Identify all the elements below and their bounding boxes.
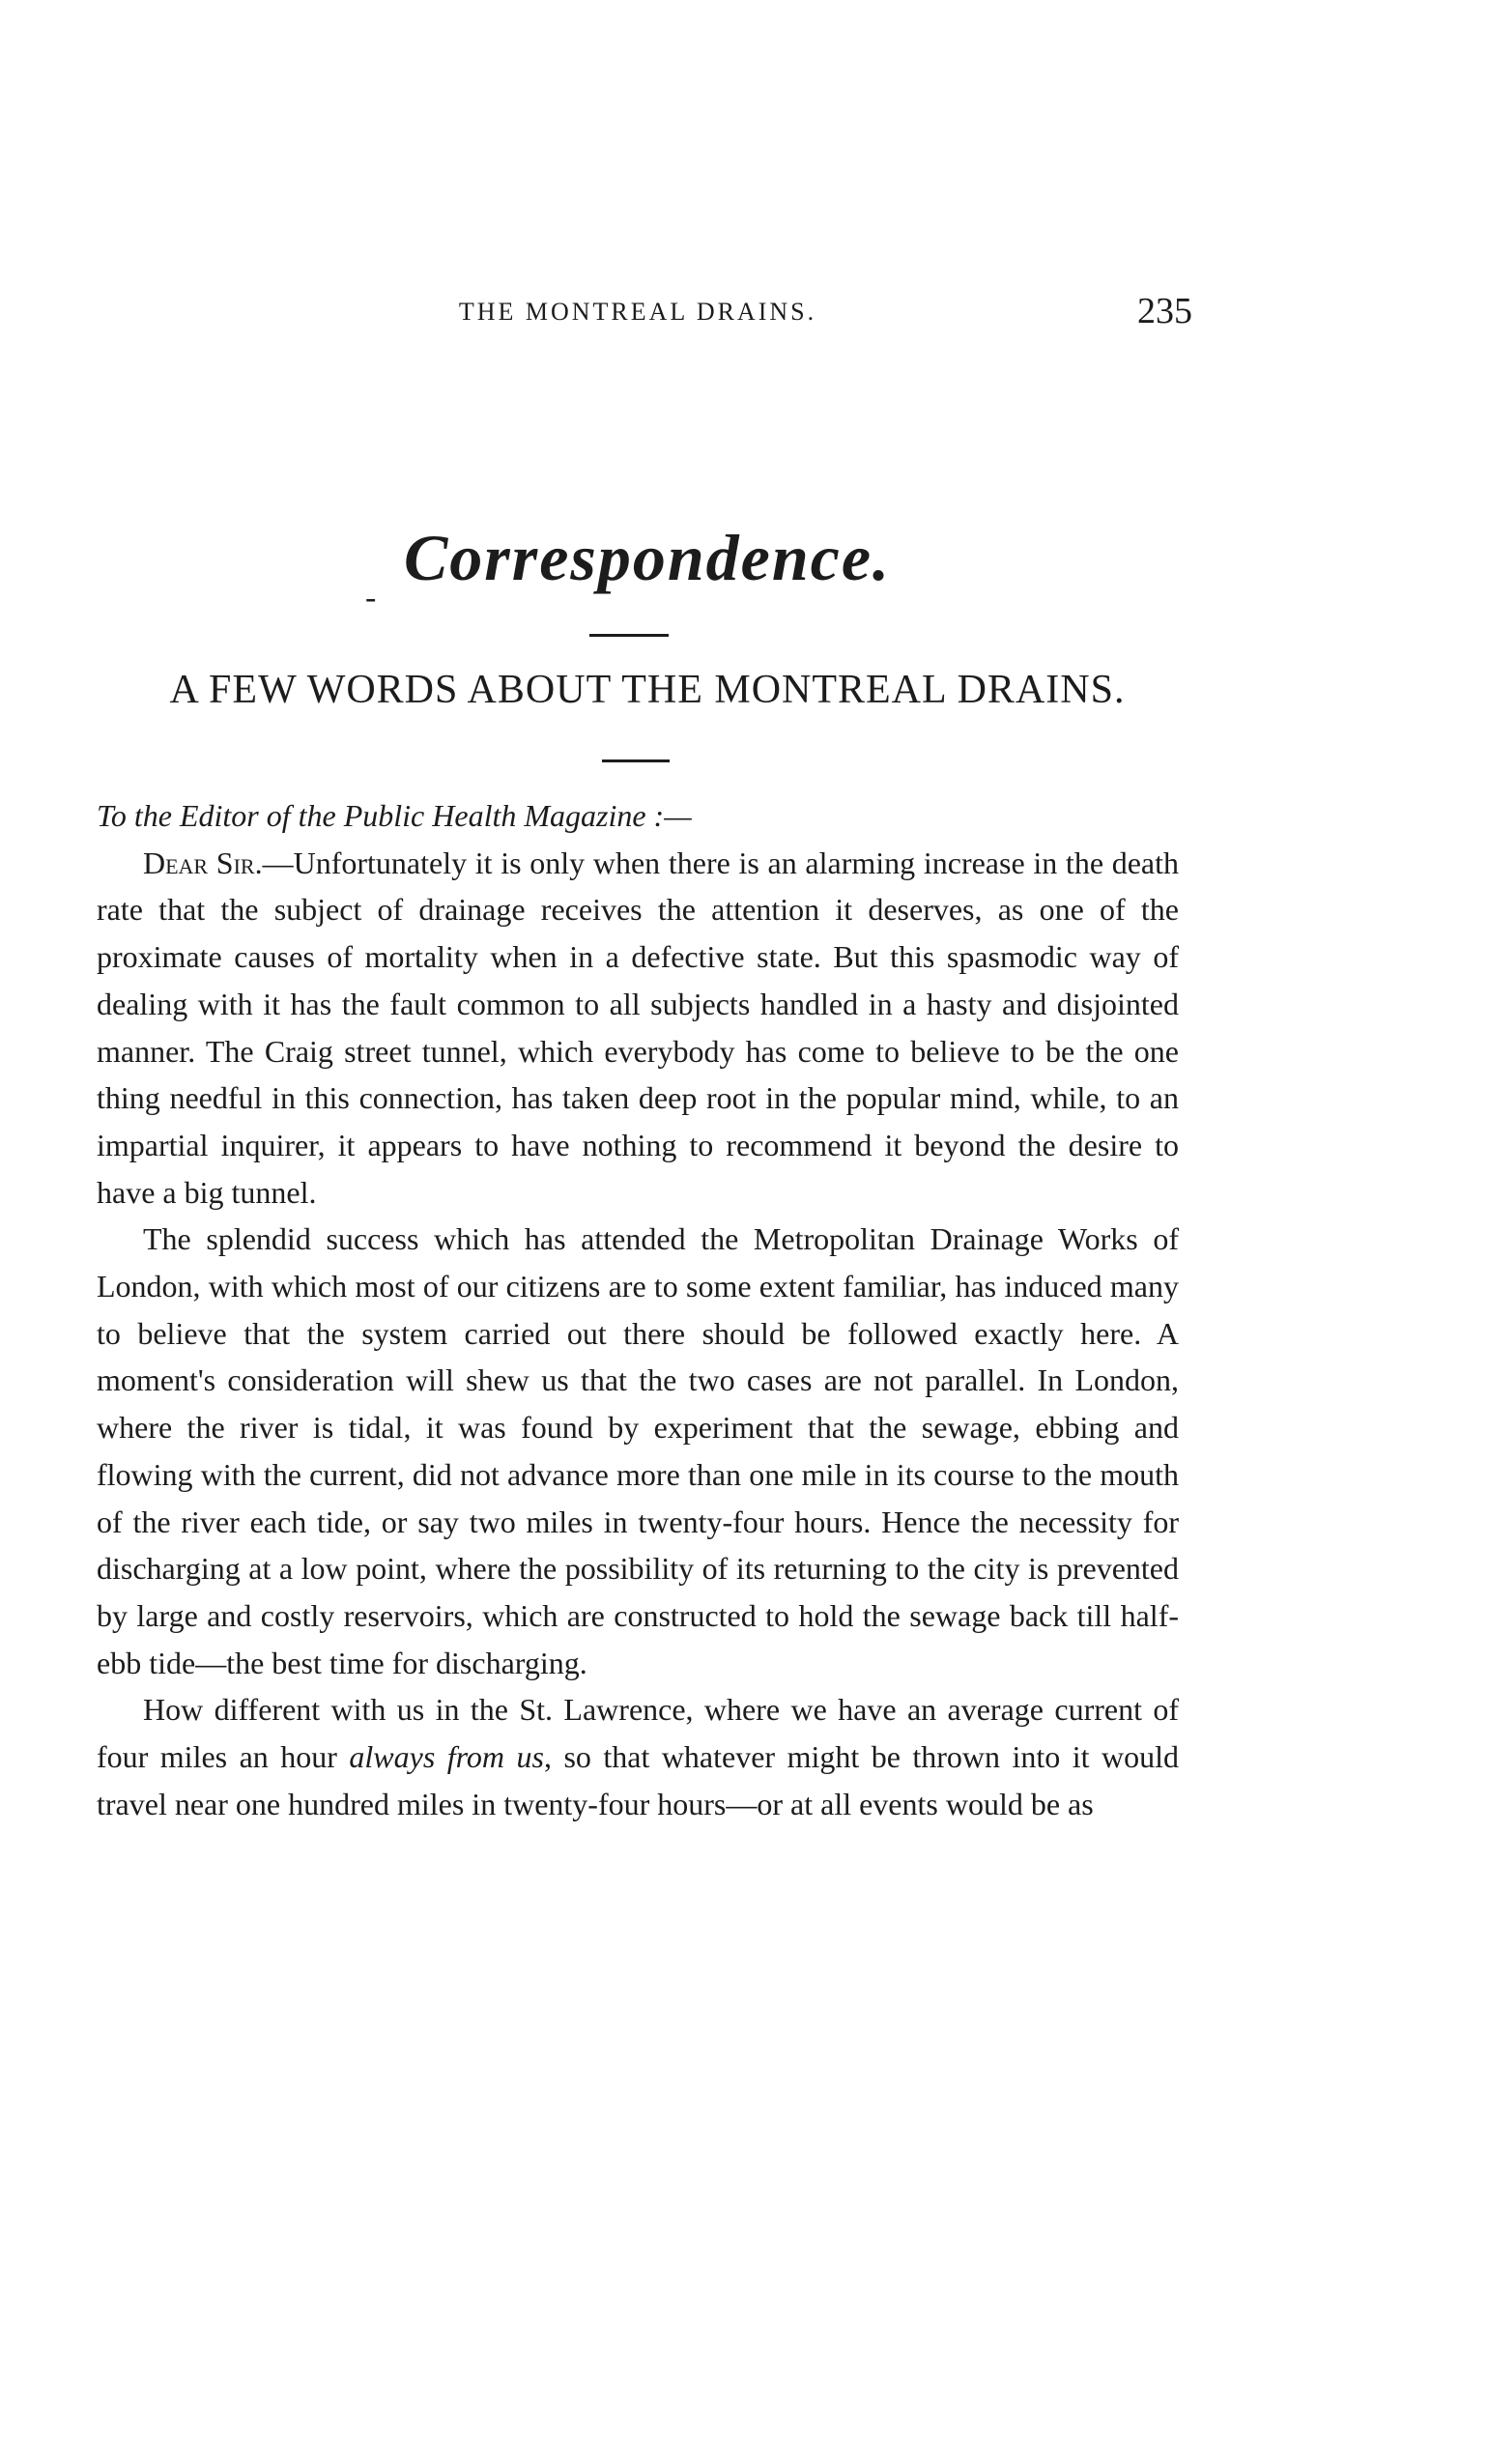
paragraph-3-text-end: , so that whatever might be thrown into it would travel near one hundred miles in twenty-four hours—or at all events would be as — [97, 1739, 1180, 1821]
running-title: THE MONTREAL DRAINS. — [458, 298, 817, 326]
article-body — [97, 792, 1179, 1827]
running-head — [97, 290, 1192, 338]
salutation: To the Editor of the Public Health Magazine :— — [97, 798, 692, 833]
paragraph-1 — [97, 840, 1179, 1217]
section-heading: Correspondence. — [403, 521, 892, 594]
heading-rule — [589, 634, 669, 637]
paragraph-3-text-start: How different with us in the St. Lawrence, where we have an average current of four miles an hour — [97, 1692, 1179, 1775]
section-mark: - — [365, 580, 377, 616]
paragraph-1-text: —Unfortunately it is only when there is an alarming increase in the death rate that the subject of drainage receives the attention it deserves, as one of the proximate causes of mortality when in a defective state. But this spasmodic way of dealing with it has the fault common to all subjects handled in a hasty and disjointed manner. The Craig street tunnel, which everybody has come to believe to be the one thing needful in this connection, has taken deep root in the popular mind, while, to an impartial inquirer, it appears to have nothing to recommend it beyond the desire to have a big tunnel. — [97, 845, 1179, 1210]
title-rule — [602, 759, 670, 762]
paragraph-3 — [97, 1686, 1179, 1827]
emphasis-text: always from us — [349, 1739, 544, 1775]
page-number: 235 — [1137, 291, 1192, 331]
paragraph-2: The splendid success which has attended the Metropolitan Drainage Works of London, with which most of our citizens are to some extent familiar, has induced many to believe that the system carried out there should be followed exactly here. A moment's consideration will shew us that the two cases are not parallel. In London, where the river is tidal, it was found by experiment that the sewage, ebbing and flowing with the current, did not advance more than one mile in its course to the mouth of the river each tide, or say two miles in twenty-four hours. Hence the necessity for discharging at a low point, where the possibility of its returning to the city is prevented by large and costly reservoirs, which are constructed to hold the sewage back till half-ebb tide—the best time for discharging. — [97, 1221, 1179, 1680]
article-title: A FEW WORDS ABOUT THE MONTREAL DRAINS. — [169, 668, 1126, 712]
greeting: Dear Sir. — [143, 845, 263, 880]
